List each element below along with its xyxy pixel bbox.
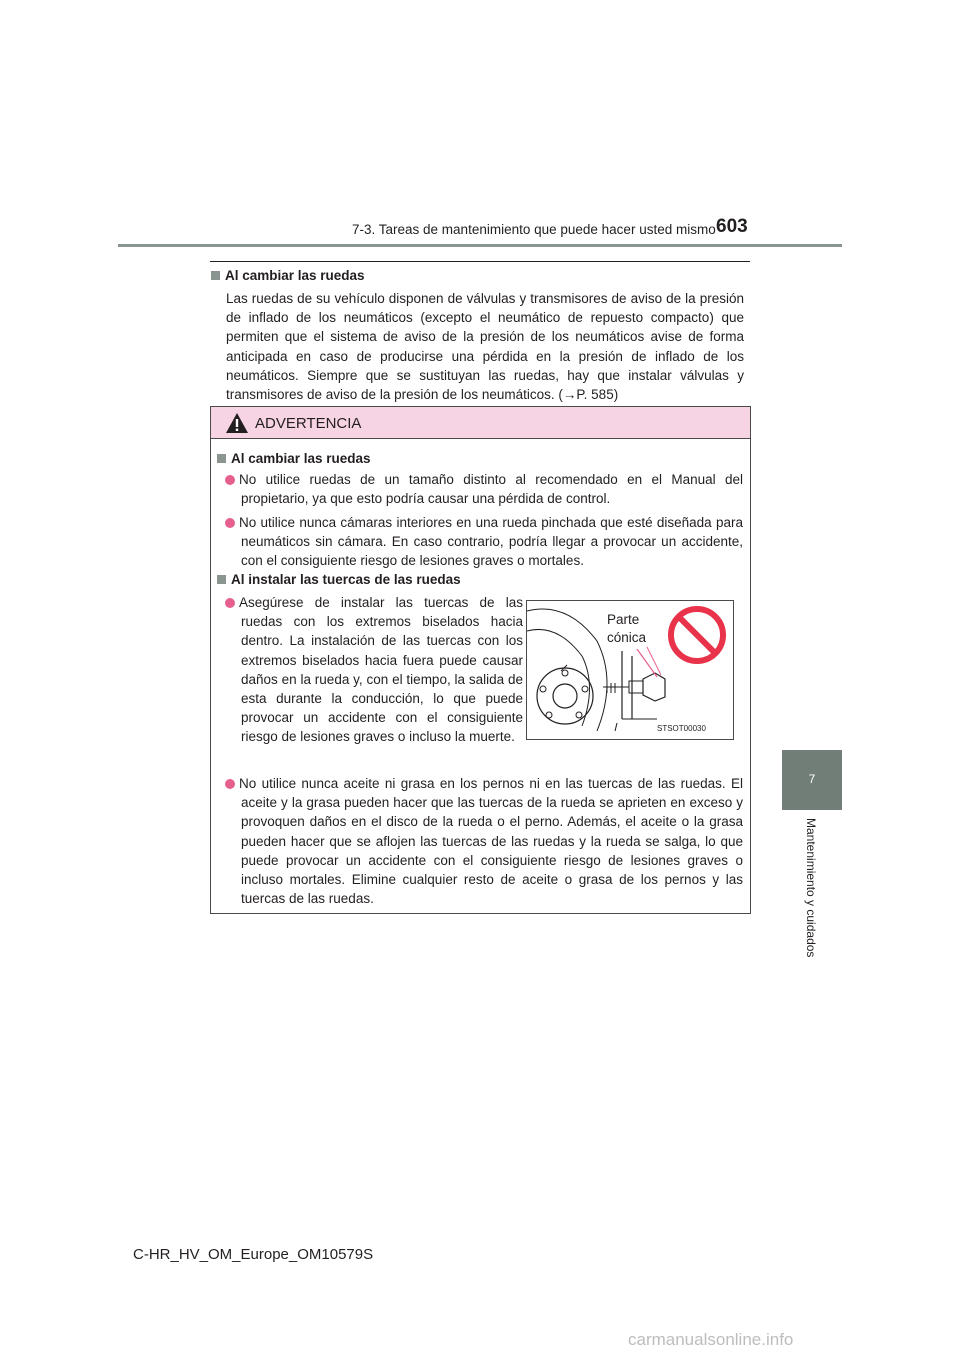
chapter-label: Mantenimiento y cuidados bbox=[804, 818, 818, 958]
header-divider bbox=[118, 244, 842, 247]
warning-subheading-2 bbox=[217, 572, 461, 587]
warning-item bbox=[225, 513, 743, 571]
bullet-dot-icon bbox=[225, 518, 235, 528]
page-number: 603 bbox=[716, 216, 748, 237]
warning-item bbox=[225, 470, 743, 508]
warning-header bbox=[211, 407, 750, 439]
warning-item bbox=[225, 774, 743, 908]
figure-code: STSOT00030 bbox=[657, 724, 706, 733]
square-bullet-icon bbox=[211, 271, 220, 280]
warning-title: ADVERTENCIA bbox=[255, 415, 362, 432]
warning-item-text: No utilice ruedas de un tamaño distinto al recomendado en el Manual del propietario, ya que esto podría causar una pérdida de control. bbox=[239, 472, 743, 507]
warning-item-text: No utilice nunca aceite ni grasa en los pernos ni en las tuercas de las ruedas. El aceite y la grasa pueden hacer que las tuercas de la rueda se aprieten en exceso y provoquen daños en el disco de la rueda o el perno. Además, el aceite o la grasa pueden hacer que se aflojen las tuercas de las ruedas y la rueda se salga, lo que puede provocar un accidente con el consiguiente riesgo de lesiones graves o incluso mortales. Elimine cualquier resto de aceite o grasa de los pernos y las tuercas de las ruedas. bbox=[239, 776, 743, 907]
chapter-number: 7 bbox=[808, 772, 816, 786]
section-heading-text: Al cambiar las ruedas bbox=[225, 268, 365, 283]
warning-item bbox=[225, 593, 523, 747]
section-paragraph: Las ruedas de su vehículo disponen de válvulas y transmisores de aviso de la presión de inflado de los neumáticos (excepto el neumático de repuesto compacto) que permiten que el sistema de aviso de la presión de los neumáticos avise de forma anticipada en caso de producirse una pérdida en la presión de inflado de los neumáticos. Siempre que se sustituyan las ruedas, hay que instalar válvulas y transmisores de aviso de la presión de los neumáticos. (→P. 585) bbox=[226, 291, 744, 403]
warning-subheading-2-text: Al instalar las tuercas de las ruedas bbox=[231, 572, 461, 587]
warning-item-text: Asegúrese de instalar las tuercas de las ruedas con los extremos biselados hacia dentro. La instalación de las tuercas con los extremos biselados hacia fuera puede causar daños en la rueda y, con el tiempo, la salida de esta durante la conducción, lo que puede provocar un accidente con el consiguiente riesgo de lesiones graves o incluso la muerte. bbox=[239, 595, 523, 745]
bullet-dot-icon bbox=[225, 598, 235, 608]
bullet-dot-icon bbox=[225, 779, 235, 789]
section-divider bbox=[210, 261, 750, 262]
warning-box bbox=[210, 406, 751, 914]
warning-subheading-1 bbox=[217, 451, 371, 466]
watermark: carmanualsonline.info bbox=[628, 1330, 794, 1349]
section-heading bbox=[211, 268, 365, 283]
warning-item-text: No utilice nunca cámaras interiores en una rueda pinchada que esté diseñada para neumáticos sin cámara. En caso contrario, podría llegar a provocar un accidente, con el consiguiente riesgo de lesiones graves o mortales. bbox=[239, 515, 743, 569]
warning-triangle-icon bbox=[225, 412, 249, 434]
bullet-dot-icon bbox=[225, 475, 235, 485]
square-bullet-icon bbox=[217, 575, 226, 584]
chapter-tab[interactable] bbox=[782, 750, 842, 810]
figure-label: Parte cónica bbox=[607, 612, 647, 645]
warning-subheading-1-text: Al cambiar las ruedas bbox=[231, 451, 371, 466]
footer-code: C-HR_HV_OM_Europe_OM10579S bbox=[133, 1246, 374, 1263]
header-title: 7-3. Tareas de mantenimiento que puede hacer usted mismo bbox=[352, 222, 716, 237]
wheel-nut-figure bbox=[526, 600, 734, 740]
square-bullet-icon bbox=[217, 454, 226, 463]
